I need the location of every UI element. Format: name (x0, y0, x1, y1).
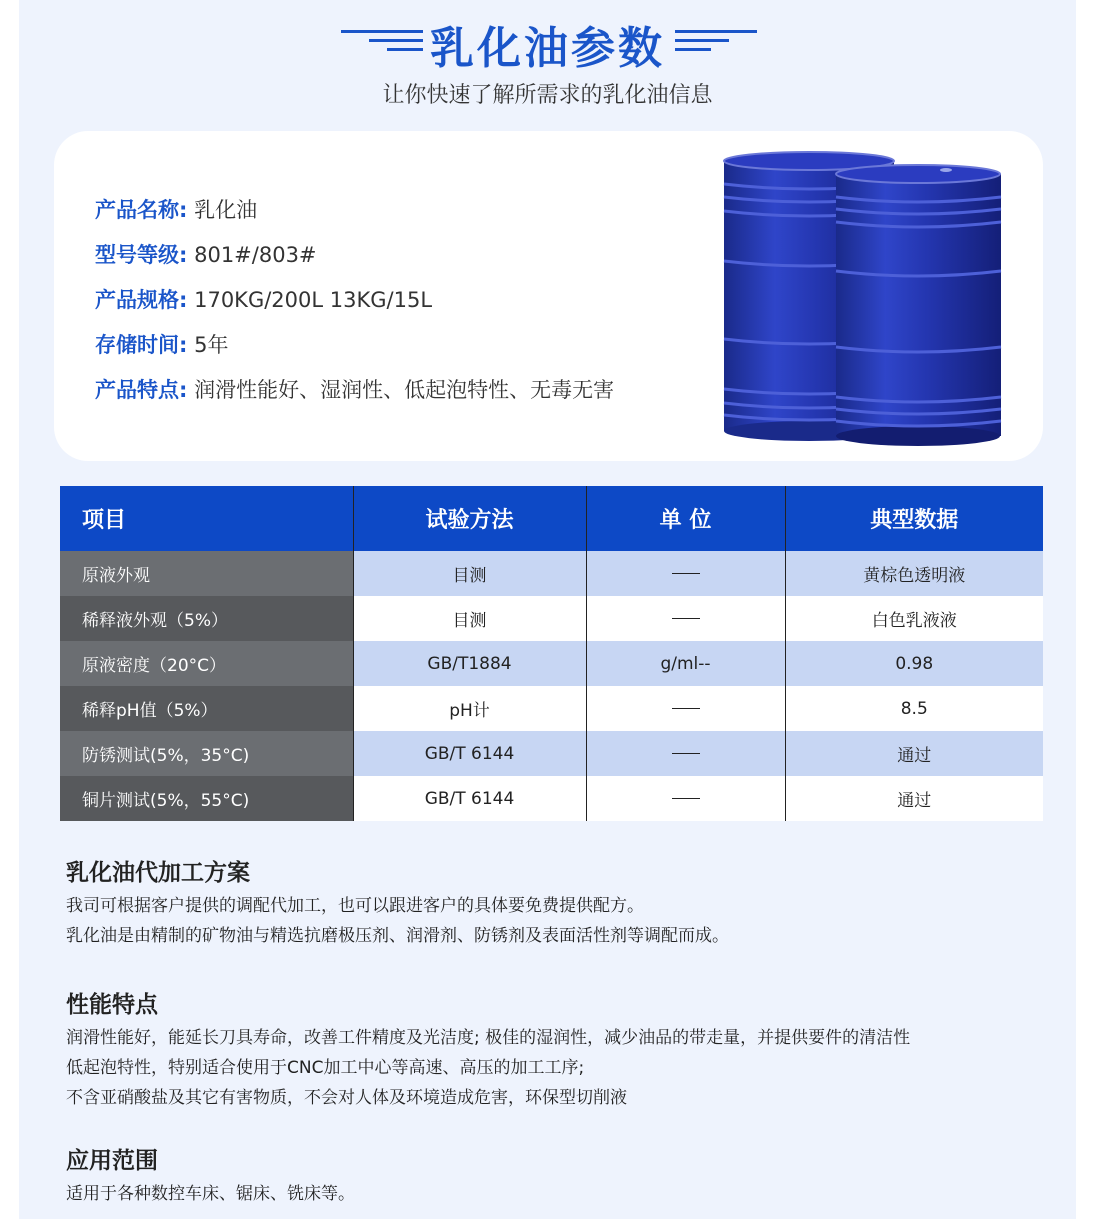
column-header: 试验方法 (353, 486, 586, 551)
cell-item: 稀释液外观（5%） (60, 596, 353, 641)
cell-value: 0.98 (785, 641, 1043, 686)
section-title: 乳化油代加工方案 (66, 860, 250, 886)
info-row-model (95, 239, 317, 269)
cell-method: 目测 (353, 551, 586, 596)
cell-value: 通过 (785, 776, 1043, 821)
section-line: 适用于各种数控车床、锯床、铣床等。 (66, 1184, 355, 1204)
title-decoration-right (675, 30, 757, 60)
info-value: 5年 (194, 333, 229, 357)
cell-method: GB/T 6144 (353, 776, 586, 821)
table-row (60, 686, 1043, 731)
info-value: 170KG/200L 13KG/15L (194, 288, 433, 312)
page-title: 乳化油参数 (430, 23, 665, 74)
section-line: 低起泡特性，特别适合使用于CNC加工中心等高速、高压的加工工序; (66, 1058, 585, 1078)
section-title: 性能特点 (66, 992, 158, 1018)
column-header: 单 位 (586, 486, 785, 551)
info-label: 型号等级: (95, 243, 188, 267)
dash-glyph (672, 753, 700, 754)
page (19, 0, 1076, 1219)
cell-value: 白色乳液液 (785, 596, 1043, 641)
dash-glyph (672, 798, 700, 799)
cell-unit: g/ml-- (586, 641, 785, 686)
section-oem (66, 854, 1046, 951)
cell-unit (586, 776, 785, 821)
oil-barrels-image (714, 149, 1014, 449)
dash-glyph (672, 708, 700, 709)
info-row-name (95, 194, 257, 224)
cell-item: 原液外观 (60, 551, 353, 596)
section-title: 应用范围 (66, 1148, 158, 1174)
table-row (60, 551, 1043, 596)
column-header: 典型数据 (785, 486, 1043, 551)
info-value: 乳化油 (194, 198, 258, 222)
cell-method: GB/T1884 (353, 641, 586, 686)
info-label: 产品规格: (95, 288, 188, 312)
cell-value: 8.5 (785, 686, 1043, 731)
table-row (60, 731, 1043, 776)
cell-item: 原液密度（20°C） (60, 641, 353, 686)
section-line: 润滑性能好，能延长刀具寿命，改善工件精度及光洁度; 极佳的湿润性，减少油品的带走量，并提供要件的清洁性 (66, 1028, 911, 1048)
cell-item: 稀释pH值（5%） (60, 686, 353, 731)
dash-glyph (672, 618, 700, 619)
cell-item: 防锈测试(5%，35°C) (60, 731, 353, 776)
cell-value: 通过 (785, 731, 1043, 776)
barrel-front (836, 165, 1001, 446)
section-applications (66, 1142, 1046, 1209)
cell-method: GB/T 6144 (353, 731, 586, 776)
cell-method: 目测 (353, 596, 586, 641)
parameter-table (60, 486, 1043, 821)
table-header-row (60, 486, 1043, 551)
column-header: 项目 (60, 486, 353, 551)
cell-value: 黄棕色透明液 (785, 551, 1043, 596)
cell-unit (586, 596, 785, 641)
section-line: 不含亚硝酸盐及其它有害物质，不会对人体及环境造成危害，环保型切削液 (66, 1088, 627, 1108)
section-line: 我司可根据客户提供的调配代加工，也可以跟进客户的具体要免费提供配方。 (66, 896, 644, 916)
cell-item: 铜片测试(5%，55°C) (60, 776, 353, 821)
cell-unit (586, 551, 785, 596)
section-features (66, 986, 1046, 1113)
cell-unit (586, 686, 785, 731)
section-line: 乳化油是由精制的矿物油与精选抗磨极压剂、润滑剂、防锈剂及表面活性剂等调配而成。 (66, 926, 729, 946)
info-value: 801#/803# (194, 243, 317, 267)
cell-unit (586, 731, 785, 776)
info-value: 润滑性能好、湿润性、低起泡特性、无毒无害 (194, 378, 615, 402)
table-row (60, 776, 1043, 821)
header (19, 0, 1076, 120)
table-row (60, 596, 1043, 641)
info-label: 产品特点: (95, 378, 188, 402)
dash-glyph (672, 573, 700, 574)
info-row-features (95, 374, 614, 404)
info-label: 产品名称: (95, 198, 188, 222)
info-row-storage (95, 329, 228, 359)
table-row (60, 641, 1043, 686)
page-subtitle: 让你快速了解所需求的乳化油信息 (382, 83, 713, 108)
info-row-spec (95, 284, 432, 314)
product-info-card (54, 131, 1043, 461)
cell-method: pH计 (353, 686, 586, 731)
info-label: 存储时间: (95, 333, 188, 357)
